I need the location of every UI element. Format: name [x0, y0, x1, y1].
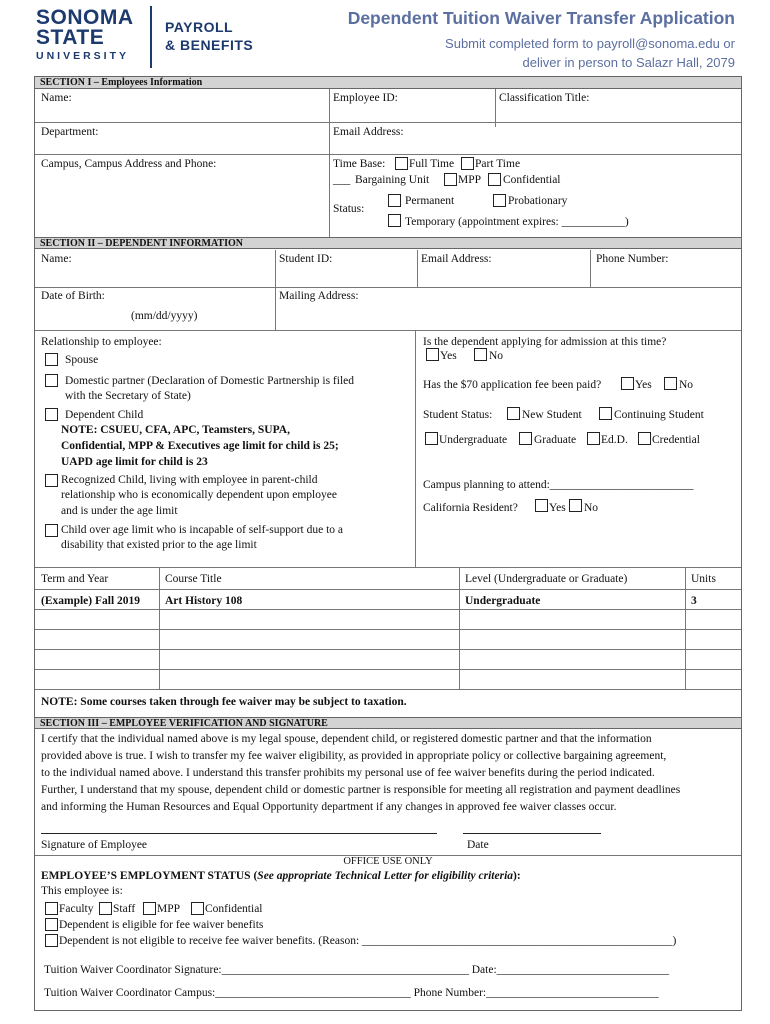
faculty-checkbox[interactable]	[45, 902, 58, 915]
dependent-email-label: Email Address:	[421, 253, 492, 265]
taxation-note: NOTE: Some courses taken through fee waiver may be subject to taxation.	[41, 696, 407, 708]
certify-line: Further, I understand that my spouse, dependent child or domestic partner is responsible for meeting all registration and payment deadlines	[41, 784, 681, 796]
new-student-checkbox[interactable]	[507, 407, 520, 420]
divider	[590, 250, 591, 288]
divider	[329, 123, 330, 155]
eligible-label: Dependent is eligible for fee waiver benefits	[59, 919, 264, 931]
divider	[35, 589, 741, 590]
graduate-label: Graduate	[534, 434, 577, 446]
resident-yes-label: Yes	[549, 502, 566, 514]
divider	[35, 567, 741, 568]
example-term: (Example) Fall 2019	[41, 595, 141, 607]
office-mpp-label: MPP	[157, 903, 181, 915]
dependent-child-label: Dependent Child	[65, 409, 144, 421]
mailing-address-label: Mailing Address:	[279, 290, 359, 302]
student-status-label: Student Status:	[423, 409, 493, 421]
divider	[417, 250, 418, 288]
ca-resident-label: California Resident?	[423, 502, 518, 514]
divider	[35, 154, 741, 155]
bargaining-blank[interactable]: ___	[333, 174, 351, 186]
fee-yes-label: Yes	[635, 379, 652, 391]
applying-no-label: No	[489, 350, 504, 362]
col-header-course: Course Title	[165, 573, 222, 585]
fee-question: Has the $70 application fee been paid?	[423, 379, 602, 391]
example-course: Art History 108	[165, 595, 243, 607]
dept-line-1: PAYROLL	[165, 19, 234, 35]
resident-no-checkbox[interactable]	[569, 499, 582, 512]
dob-format: (mm/dd/yyyy)	[131, 310, 198, 322]
over-age-child-label-2: disability that existed prior to the age limit	[61, 539, 257, 551]
temporary-checkbox[interactable]	[388, 214, 401, 227]
page-header	[0, 0, 770, 76]
not-eligible-label: Dependent is not eligible to receive fee waiver benefits. (Reason: ______________________________________________________)	[59, 935, 677, 947]
domestic-partner-checkbox[interactable]	[45, 374, 58, 387]
employment-status-heading	[41, 869, 521, 883]
section-2-heading: SECTION II – DEPENDENT INFORMATION	[35, 237, 741, 249]
signature-label: Signature of Employee	[41, 839, 148, 851]
temporary-label: Temporary (appointment expires: ___________)	[405, 216, 629, 228]
over-age-child-checkbox[interactable]	[45, 524, 58, 537]
section-3-heading: SECTION III – EMPLOYEE VERIFICATION AND SIGNATURE	[35, 717, 741, 729]
status-heading-end: ):	[513, 870, 521, 882]
certify-line: and informing the Human Resources and Equal Opportunity department if any changes in approved fee waiver classes occur.	[41, 801, 617, 813]
subtitle-line-1: Submit completed form to payroll@sonoma.edu or	[445, 36, 735, 51]
logo-university-text: UNIVERSITY	[36, 50, 130, 62]
employee-email-label: Email Address:	[333, 126, 404, 138]
fee-no-label: No	[679, 379, 694, 391]
undergraduate-checkbox[interactable]	[425, 432, 438, 445]
fee-yes-checkbox[interactable]	[621, 377, 634, 390]
example-level: Undergraduate	[465, 595, 541, 607]
status-label: Status:	[333, 203, 365, 215]
dependent-phone-label: Phone Number:	[596, 253, 669, 265]
office-mpp-checkbox[interactable]	[143, 902, 156, 915]
certify-line: to the individual named above. I understand this transfer prohibits my personal use of fee waiver benefits during the period indicated.	[41, 767, 655, 779]
col-header-term: Term and Year	[41, 573, 109, 585]
over-age-child-label-1: Child over age limit who is incapable of self-support due to a	[61, 524, 344, 536]
date-label: Date	[467, 839, 489, 851]
resident-yes-checkbox[interactable]	[535, 499, 548, 512]
employee-id-label: Employee ID:	[333, 92, 398, 104]
part-time-label: Part Time	[475, 158, 521, 170]
credential-checkbox[interactable]	[638, 432, 651, 445]
dob-label: Date of Birth:	[41, 290, 105, 302]
spouse-label: Spouse	[65, 354, 99, 366]
mpp-checkbox[interactable]	[444, 173, 457, 186]
continuing-student-label: Continuing Student	[614, 409, 704, 421]
form-frame	[34, 76, 742, 1011]
applying-no-checkbox[interactable]	[474, 348, 487, 361]
coordinator-campus-label: Tuition Waiver Coordinator Campus:__________________________________ Phone Number:______________________________	[44, 987, 659, 999]
full-time-checkbox[interactable]	[395, 157, 408, 170]
divider	[415, 331, 416, 567]
form-subtitle	[335, 34, 735, 72]
employee-date-line[interactable]	[463, 833, 601, 834]
confidential-checkbox[interactable]	[488, 173, 501, 186]
employee-name-label: Name:	[41, 92, 72, 104]
mpp-label: MPP	[458, 174, 482, 186]
logo-divider	[150, 6, 152, 68]
divider	[35, 287, 741, 288]
edd-checkbox[interactable]	[587, 432, 600, 445]
dependent-child-checkbox[interactable]	[45, 408, 58, 421]
status-heading-text: EMPLOYEE’S EMPLOYMENT STATUS (	[41, 870, 258, 882]
permanent-label: Permanent	[405, 195, 455, 207]
resident-no-label: No	[584, 502, 599, 514]
domestic-partner-label: Domestic partner (Declaration of Domestic Partnership is filed	[65, 375, 355, 387]
divider	[35, 689, 741, 690]
staff-checkbox[interactable]	[99, 902, 112, 915]
continuing-student-checkbox[interactable]	[599, 407, 612, 420]
subtitle-line-2: deliver in person to Salazr Hall, 2079	[522, 55, 735, 70]
divider	[35, 122, 741, 123]
divider	[35, 649, 741, 650]
employee-signature-line[interactable]	[41, 833, 437, 834]
staff-label: Staff	[113, 903, 136, 915]
edd-label: Ed.D.	[601, 434, 628, 446]
coordinator-signature-label: Tuition Waiver Coordinator Signature:___________________________________________ Date:______________________________	[44, 964, 670, 976]
new-student-label: New Student	[522, 409, 582, 421]
time-base-label: Time Base:	[333, 158, 386, 170]
graduate-checkbox[interactable]	[519, 432, 532, 445]
this-employee-label: This employee is:	[41, 885, 123, 897]
form-title: Dependent Tuition Waiver Transfer Application	[347, 8, 735, 28]
age-limit-note-2: Confidential, MPP & Executives age limit for child is 25;	[61, 440, 339, 452]
col-header-units: Units	[691, 573, 716, 585]
divider	[35, 330, 741, 331]
status-heading-italic: See appropriate Technical Letter for eligibility criteria	[257, 870, 514, 882]
spouse-checkbox[interactable]	[45, 353, 58, 366]
full-time-label: Full Time	[409, 158, 455, 170]
age-limit-note-3: UAPD age limit for child is 23	[61, 456, 208, 468]
department-label: Department:	[41, 126, 99, 138]
bargaining-unit-label: Bargaining Unit	[355, 174, 430, 186]
campus-address-label: Campus, Campus Address and Phone:	[41, 158, 217, 170]
dependent-name-label: Name:	[41, 253, 72, 265]
permanent-checkbox[interactable]	[388, 194, 401, 207]
department-logo	[165, 18, 253, 54]
office-use-heading: OFFICE USE ONLY	[343, 856, 433, 867]
dept-line-2: & BENEFITS	[165, 37, 254, 53]
age-limit-note-1: NOTE: CSUEU, CFA, APC, Teamsters, SUPA,	[61, 424, 290, 436]
office-confidential-checkbox[interactable]	[191, 902, 204, 915]
divider	[275, 288, 276, 330]
divider	[35, 629, 741, 630]
recognized-child-checkbox[interactable]	[45, 474, 58, 487]
fee-no-checkbox[interactable]	[664, 377, 677, 390]
certification-text	[41, 731, 741, 816]
certify-line: I certify that the individual named above is my legal spouse, dependent child, or registered domestic partner and that the information	[41, 733, 652, 745]
logo-sonoma-text: SONOMA	[36, 6, 134, 29]
office-confidential-label: Confidential	[205, 903, 263, 915]
classification-label: Classification Title:	[499, 92, 590, 104]
confidential-label: Confidential	[503, 174, 561, 186]
student-id-label: Student ID:	[279, 253, 333, 265]
example-units: 3	[691, 595, 697, 607]
not-eligible-checkbox[interactable]	[45, 934, 58, 947]
recognized-child-label-1: Recognized Child, living with employee in parent-child	[61, 474, 318, 486]
credential-label: Credential	[652, 434, 700, 446]
recognized-child-label-2: relationship who is economically dependent upon employee	[61, 489, 337, 501]
logo-state-text: STATE	[36, 26, 105, 49]
eligible-checkbox[interactable]	[45, 918, 58, 931]
applying-yes-label: Yes	[440, 350, 457, 362]
applying-yes-checkbox[interactable]	[426, 348, 439, 361]
recognized-child-label-3: and is under the age limit	[61, 505, 178, 517]
divider	[35, 669, 741, 670]
part-time-checkbox[interactable]	[461, 157, 474, 170]
faculty-label: Faculty	[59, 903, 94, 915]
section-1-heading: SECTION I – Employees Information	[35, 77, 741, 89]
probationary-checkbox[interactable]	[493, 194, 506, 207]
certify-line: provided above is true. I wish to transfer my fee waiver eligibility, as provided in appropriate policy or collective bargaining agreement,	[41, 750, 667, 762]
relationship-label: Relationship to employee:	[41, 336, 162, 348]
col-header-level: Level (Undergraduate or Graduate)	[465, 573, 628, 585]
logo	[36, 8, 134, 48]
undergraduate-label: Undergraduate	[439, 434, 508, 446]
divider	[329, 155, 330, 237]
applying-question: Is the dependent applying for admission at this time?	[423, 336, 667, 348]
domestic-partner-label-2: with the Secretary of State)	[65, 390, 191, 402]
divider	[35, 609, 741, 610]
campus-planning-label: Campus planning to attend:_________________________	[423, 479, 694, 491]
probationary-label: Probationary	[508, 195, 568, 207]
